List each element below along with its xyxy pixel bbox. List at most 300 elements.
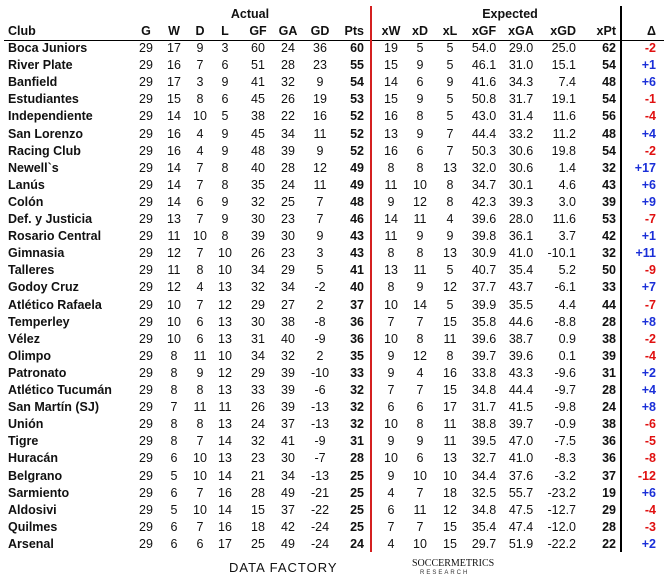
table-cell: 15: [443, 383, 457, 397]
table-cell: 8: [196, 263, 204, 278]
table-cell: 13: [443, 160, 457, 175]
table-cell: 7: [196, 434, 204, 449]
table-cell: 30: [251, 314, 265, 329]
table-cell: 4: [446, 212, 454, 226]
table-cell: 26: [281, 92, 295, 107]
table-cell: 19: [384, 41, 398, 55]
table-cell: 12: [443, 280, 457, 295]
table-cell: 22: [281, 109, 295, 124]
table-cell: 11: [443, 331, 457, 346]
table-cell: -6.1: [554, 280, 576, 295]
table-cell: 29: [139, 126, 153, 141]
table-cell: 10: [193, 502, 207, 517]
table-cell: 44.4: [508, 383, 534, 397]
column-header-10: xD: [412, 24, 428, 38]
table-cell: 11.6: [552, 109, 576, 124]
table-cell: 11: [313, 177, 327, 192]
table-cell: -9.8: [554, 400, 576, 415]
table-cell: 34: [281, 126, 295, 141]
table-cell: 4: [416, 365, 424, 380]
table-cell: 10: [193, 229, 207, 244]
table-cell: +11: [635, 246, 656, 261]
table-cell: 43: [602, 177, 616, 192]
table-cell: 6: [170, 451, 178, 466]
table-cell: 4.4: [558, 297, 576, 312]
table-cell: 24: [281, 41, 295, 55]
table-cell: 43.7: [508, 280, 534, 295]
table-cell: 8: [387, 246, 395, 261]
table-cell: 47.5: [508, 502, 534, 517]
table-cell: 55.7: [508, 485, 534, 500]
table-cell: 9: [221, 143, 229, 158]
table-cell: 11: [193, 348, 207, 363]
table-cell: 29: [139, 143, 153, 158]
table-cell: 28: [602, 314, 616, 329]
delta-divider: [620, 6, 622, 552]
table-row-club: River Plate: [8, 58, 73, 73]
table-cell: 10: [384, 331, 398, 346]
table-cell: 32.0: [471, 160, 497, 175]
table-cell: 39: [602, 348, 616, 363]
table-cell: -7.5: [554, 434, 576, 449]
table-cell: 6: [196, 314, 204, 329]
table-cell: 51: [251, 58, 265, 73]
table-cell: 9: [221, 194, 229, 209]
table-cell: 43.0: [471, 109, 497, 124]
table-cell: 30: [281, 229, 295, 244]
table-cell: 11: [443, 434, 457, 449]
table-cell: 28: [251, 485, 265, 500]
table-cell: 37.6: [508, 468, 534, 483]
table-cell: +1: [641, 229, 656, 244]
table-cell: 9: [221, 75, 229, 90]
table-cell: 8: [221, 177, 229, 192]
table-cell: 54: [602, 58, 616, 73]
table-cell: -22.2: [547, 536, 576, 551]
table-cell: 5: [221, 109, 229, 124]
table-cell: 16: [384, 143, 398, 158]
table-cell: 37: [602, 468, 616, 483]
table-cell: 5: [446, 263, 454, 278]
table-cell: 15: [251, 502, 265, 517]
table-cell: 23: [251, 451, 265, 466]
table-cell: 8: [387, 160, 395, 175]
table-cell: 8: [387, 280, 395, 295]
table-cell: 25: [350, 468, 364, 483]
table-cell: 10: [193, 109, 207, 124]
actual-expected-divider: [370, 6, 372, 552]
table-cell: +8: [641, 400, 656, 415]
table-cell: 47.0: [508, 434, 534, 449]
table-cell: +1: [641, 58, 656, 73]
table-cell: 34: [281, 280, 295, 295]
table-cell: 7: [196, 177, 204, 192]
table-cell: 41: [281, 434, 295, 449]
table-cell: 29: [139, 194, 153, 209]
table-cell: 6: [196, 194, 204, 209]
table-cell: 29: [139, 246, 153, 261]
table-cell: 4: [387, 536, 395, 551]
table-cell: 28: [281, 160, 295, 175]
soccermetrics-logo: SOCCERMETRICS: [412, 558, 495, 569]
table-cell: 3.0: [558, 194, 576, 209]
table-cell: 16: [218, 485, 232, 500]
table-cell: 8: [446, 348, 454, 363]
table-cell: 36: [602, 434, 616, 449]
table-cell: 7: [387, 314, 395, 329]
table-cell: 29: [281, 263, 295, 278]
table-row-club: Boca Juniors: [8, 41, 88, 55]
table-cell: 29: [139, 280, 153, 295]
table-cell: 16: [313, 109, 327, 124]
table-cell: 7: [416, 485, 424, 500]
table-cell: 24: [251, 417, 265, 432]
table-cell: 11.2: [552, 126, 576, 141]
table-cell: 29: [139, 451, 153, 466]
table-cell: -7: [644, 212, 656, 226]
table-cell: +9: [641, 194, 656, 209]
table-row-club: Quilmes: [8, 519, 58, 534]
table-cell: 39.3: [508, 194, 534, 209]
table-cell: 11: [313, 126, 327, 141]
column-header-7: GD: [310, 24, 330, 38]
table-cell: 3: [196, 75, 204, 90]
table-cell: 8: [196, 417, 204, 432]
table-cell: 16: [167, 143, 181, 158]
table-cell: 7: [316, 194, 324, 209]
table-row-club: Colón: [8, 194, 44, 209]
table-row-club: Gimnasia: [8, 246, 65, 261]
table-cell: -0.9: [554, 417, 576, 432]
table-cell: 38: [602, 417, 616, 432]
table-cell: 13: [218, 417, 232, 432]
table-row-club: San Martín (SJ): [8, 400, 99, 415]
table-cell: 39: [281, 143, 295, 158]
table-cell: 39.6: [471, 331, 497, 346]
table-cell: 30.1: [508, 177, 534, 192]
table-cell: 30.9: [471, 246, 497, 261]
table-cell: 54: [602, 143, 616, 158]
table-cell: 19.1: [551, 92, 576, 107]
table-cell: +7: [641, 280, 656, 295]
table-cell: 56: [602, 109, 616, 124]
table-cell: 31: [602, 365, 616, 380]
table-cell: +6: [641, 75, 656, 90]
table-cell: 45: [251, 92, 265, 107]
table-cell: 8: [416, 331, 424, 346]
table-cell: 15: [384, 92, 398, 107]
table-cell: 50.8: [471, 92, 497, 107]
table-cell: 39: [281, 383, 295, 397]
table-cell: 15: [443, 519, 457, 534]
table-cell: 38.8: [471, 417, 497, 432]
table-cell: 22: [602, 536, 616, 551]
table-cell: -7: [644, 297, 656, 312]
table-cell: 10: [218, 263, 232, 278]
table-cell: 33: [350, 365, 364, 380]
column-header-11: xL: [442, 24, 458, 38]
table-cell: 53: [602, 212, 616, 226]
table-cell: 6: [416, 400, 424, 415]
table-cell: 29.7: [471, 536, 497, 551]
table-cell: 38: [281, 314, 295, 329]
table-cell: 13: [167, 212, 181, 226]
table-cell: 13: [218, 331, 232, 346]
table-cell: 9: [387, 434, 395, 449]
table-cell: 9: [416, 280, 424, 295]
table-cell: 48: [602, 75, 616, 90]
table-cell: 8: [446, 177, 454, 192]
table-cell: 29: [251, 365, 265, 380]
table-cell: -2: [644, 331, 656, 346]
table-cell: 60: [350, 41, 364, 55]
table-cell: 32.7: [471, 451, 497, 466]
table-cell: 29: [139, 383, 153, 397]
table-cell: 10: [167, 314, 181, 329]
table-cell: -4: [644, 109, 656, 124]
table-cell: 17: [167, 41, 181, 55]
column-header-6: GA: [278, 24, 298, 38]
table-cell: 40.7: [471, 263, 497, 278]
table-cell: 48: [251, 143, 265, 158]
table-cell: 4: [387, 485, 395, 500]
datafactory-logo: DATA FACTORY: [229, 560, 338, 575]
table-cell: 49: [350, 177, 364, 192]
table-cell: 6: [387, 502, 395, 517]
table-cell: 4: [196, 280, 204, 295]
table-cell: 31.7: [508, 92, 534, 107]
table-cell: 10: [384, 297, 398, 312]
table-row-club: Rosario Central: [8, 229, 102, 244]
table-cell: 12: [443, 502, 457, 517]
table-cell: 7: [316, 212, 324, 226]
table-cell: -13: [310, 417, 330, 432]
table-cell: -8.3: [554, 451, 576, 466]
table-cell: 8: [170, 417, 178, 432]
table-cell: 34.4: [471, 468, 497, 483]
table-cell: 54.0: [471, 41, 497, 55]
table-cell: 12: [218, 297, 232, 312]
column-header-9: xW: [381, 24, 401, 38]
table-cell: 11.6: [552, 212, 576, 226]
table-cell: 10: [413, 536, 427, 551]
table-cell: 32: [251, 434, 265, 449]
table-cell: 18: [443, 485, 457, 500]
table-cell: 9: [221, 126, 229, 141]
table-cell: 36: [602, 451, 616, 466]
table-cell: 6: [221, 92, 229, 107]
table-cell: 7: [196, 519, 204, 534]
table-cell: -12.7: [547, 502, 576, 517]
column-header-0: Club: [8, 24, 36, 38]
table-cell: -13: [310, 400, 330, 415]
table-cell: 10: [193, 468, 207, 483]
table-cell: 3: [221, 41, 229, 55]
table-cell: 29: [139, 263, 153, 278]
table-cell: 32: [602, 160, 616, 175]
table-cell: +4: [641, 383, 656, 397]
table-cell: 32: [350, 383, 364, 397]
table-cell: 28: [350, 451, 364, 466]
table-cell: 11: [167, 229, 181, 244]
table-cell: 28: [602, 383, 616, 397]
table-cell: 25: [251, 536, 265, 551]
table-cell: 9: [387, 194, 395, 209]
table-cell: 48: [602, 126, 616, 141]
table-cell: 17: [218, 536, 232, 551]
table-cell: 44: [602, 297, 616, 312]
table-cell: 31.7: [471, 400, 497, 415]
table-cell: 29: [602, 502, 616, 517]
table-cell: 9: [387, 365, 395, 380]
group-header-actual: Actual: [230, 7, 270, 21]
table-cell: 29: [139, 109, 153, 124]
table-cell: 47.4: [508, 519, 534, 534]
table-cell: 39.5: [471, 434, 497, 449]
table-cell: 9: [221, 212, 229, 226]
table-cell: 24: [350, 536, 364, 551]
table-cell: 29: [139, 434, 153, 449]
table-cell: 28: [602, 519, 616, 534]
table-cell: 62: [602, 41, 616, 55]
table-cell: 41.5: [508, 400, 534, 415]
table-row-club: Atlético Rafaela: [8, 297, 102, 312]
table-cell: 8: [416, 417, 424, 432]
table-cell: 31.0: [508, 58, 534, 73]
table-cell: 11: [384, 229, 398, 244]
table-cell: 49: [350, 160, 364, 175]
table-cell: 4: [196, 126, 204, 141]
table-cell: 8: [446, 194, 454, 209]
table-cell: 8: [196, 92, 204, 107]
table-cell: 3.7: [558, 229, 576, 244]
table-cell: 13: [443, 246, 457, 261]
table-cell: 23: [281, 246, 295, 261]
table-cell: 29: [139, 502, 153, 517]
table-cell: 41.6: [471, 75, 497, 90]
table-cell: +2: [641, 536, 656, 551]
table-cell: 29: [139, 297, 153, 312]
table-cell: 10: [384, 451, 398, 466]
table-cell: 29: [139, 417, 153, 432]
table-cell: 32: [281, 348, 295, 363]
table-cell: 34: [251, 263, 265, 278]
table-cell: 9: [416, 434, 424, 449]
table-cell: -10: [310, 365, 330, 380]
table-cell: 12: [313, 160, 327, 175]
table-row-club: Godoy Cruz: [8, 280, 79, 295]
column-header-8: Pts: [344, 24, 364, 38]
table-cell: 11: [167, 263, 181, 278]
table-cell: -6: [314, 383, 326, 397]
table-cell: 11: [193, 400, 207, 415]
table-cell: 45: [251, 126, 265, 141]
column-header-14: xGD: [550, 24, 576, 38]
table-cell: 8: [170, 348, 178, 363]
table-cell: 14: [218, 468, 232, 483]
table-cell: 9: [316, 229, 324, 244]
table-cell: 33: [602, 280, 616, 295]
table-cell: 5: [446, 58, 454, 73]
table-cell: 35: [350, 348, 364, 363]
table-cell: 14: [218, 434, 232, 449]
table-cell: 6: [196, 331, 204, 346]
table-cell: 31: [251, 331, 265, 346]
table-cell: 29: [251, 297, 265, 312]
column-header-2: W: [168, 24, 180, 38]
table-cell: -9.7: [554, 383, 576, 397]
table-cell: 12: [413, 348, 427, 363]
table-cell: 43: [350, 229, 364, 244]
table-cell: 29: [139, 177, 153, 192]
table-cell: 7: [196, 58, 204, 73]
table-cell: 14: [413, 297, 427, 312]
table-cell: 10: [167, 331, 181, 346]
table-cell: 15: [384, 58, 398, 73]
table-cell: 55: [350, 58, 364, 73]
table-cell: 7: [416, 314, 424, 329]
table-cell: 30.6: [508, 143, 534, 158]
table-cell: 35.5: [508, 297, 534, 312]
table-cell: -2: [314, 280, 326, 295]
table-cell: 33.2: [508, 126, 534, 141]
table-cell: -9: [314, 434, 326, 449]
table-cell: 29: [139, 485, 153, 500]
table-cell: 24: [281, 177, 295, 192]
table-cell: +17: [634, 160, 656, 175]
table-cell: -24: [310, 536, 330, 551]
table-cell: -2: [644, 143, 656, 158]
table-cell: 14: [167, 177, 181, 192]
table-cell: -21: [310, 485, 330, 500]
table-cell: -8: [644, 451, 656, 466]
table-cell: 48: [350, 194, 364, 209]
table-cell: 37.7: [471, 280, 497, 295]
table-cell: 32: [281, 75, 295, 90]
table-cell: 32: [251, 194, 265, 209]
table-cell: 37: [281, 417, 295, 432]
table-cell: 29: [139, 331, 153, 346]
table-cell: 13: [218, 383, 232, 397]
table-cell: 39.7: [508, 417, 534, 432]
column-header-3: D: [195, 24, 205, 38]
table-cell: 40: [281, 331, 295, 346]
table-cell: 44.4: [471, 126, 497, 141]
table-cell: 15.1: [551, 58, 576, 73]
table-cell: 7: [196, 160, 204, 175]
table-cell: 15: [443, 536, 457, 551]
table-cell: +6: [641, 177, 656, 192]
table-cell: 8: [416, 160, 424, 175]
table-cell: 2: [316, 297, 324, 312]
table-cell: 10: [218, 348, 232, 363]
table-cell: 8: [221, 229, 229, 244]
table-cell: -13: [310, 468, 330, 483]
table-cell: -23.2: [547, 485, 576, 500]
table-cell: 16: [218, 519, 232, 534]
table-cell: 6: [170, 519, 178, 534]
table-cell: 29: [139, 160, 153, 175]
table-cell: 42.3: [471, 194, 497, 209]
table-cell: 18: [251, 519, 265, 534]
table-cell: 6: [170, 536, 178, 551]
table-cell: 10: [384, 417, 398, 432]
table-cell: 41.0: [508, 451, 534, 466]
table-row-club: Patronato: [8, 365, 67, 380]
table-cell: 50: [602, 263, 616, 278]
table-cell: 53: [350, 92, 364, 107]
table-cell: 52: [350, 109, 364, 124]
